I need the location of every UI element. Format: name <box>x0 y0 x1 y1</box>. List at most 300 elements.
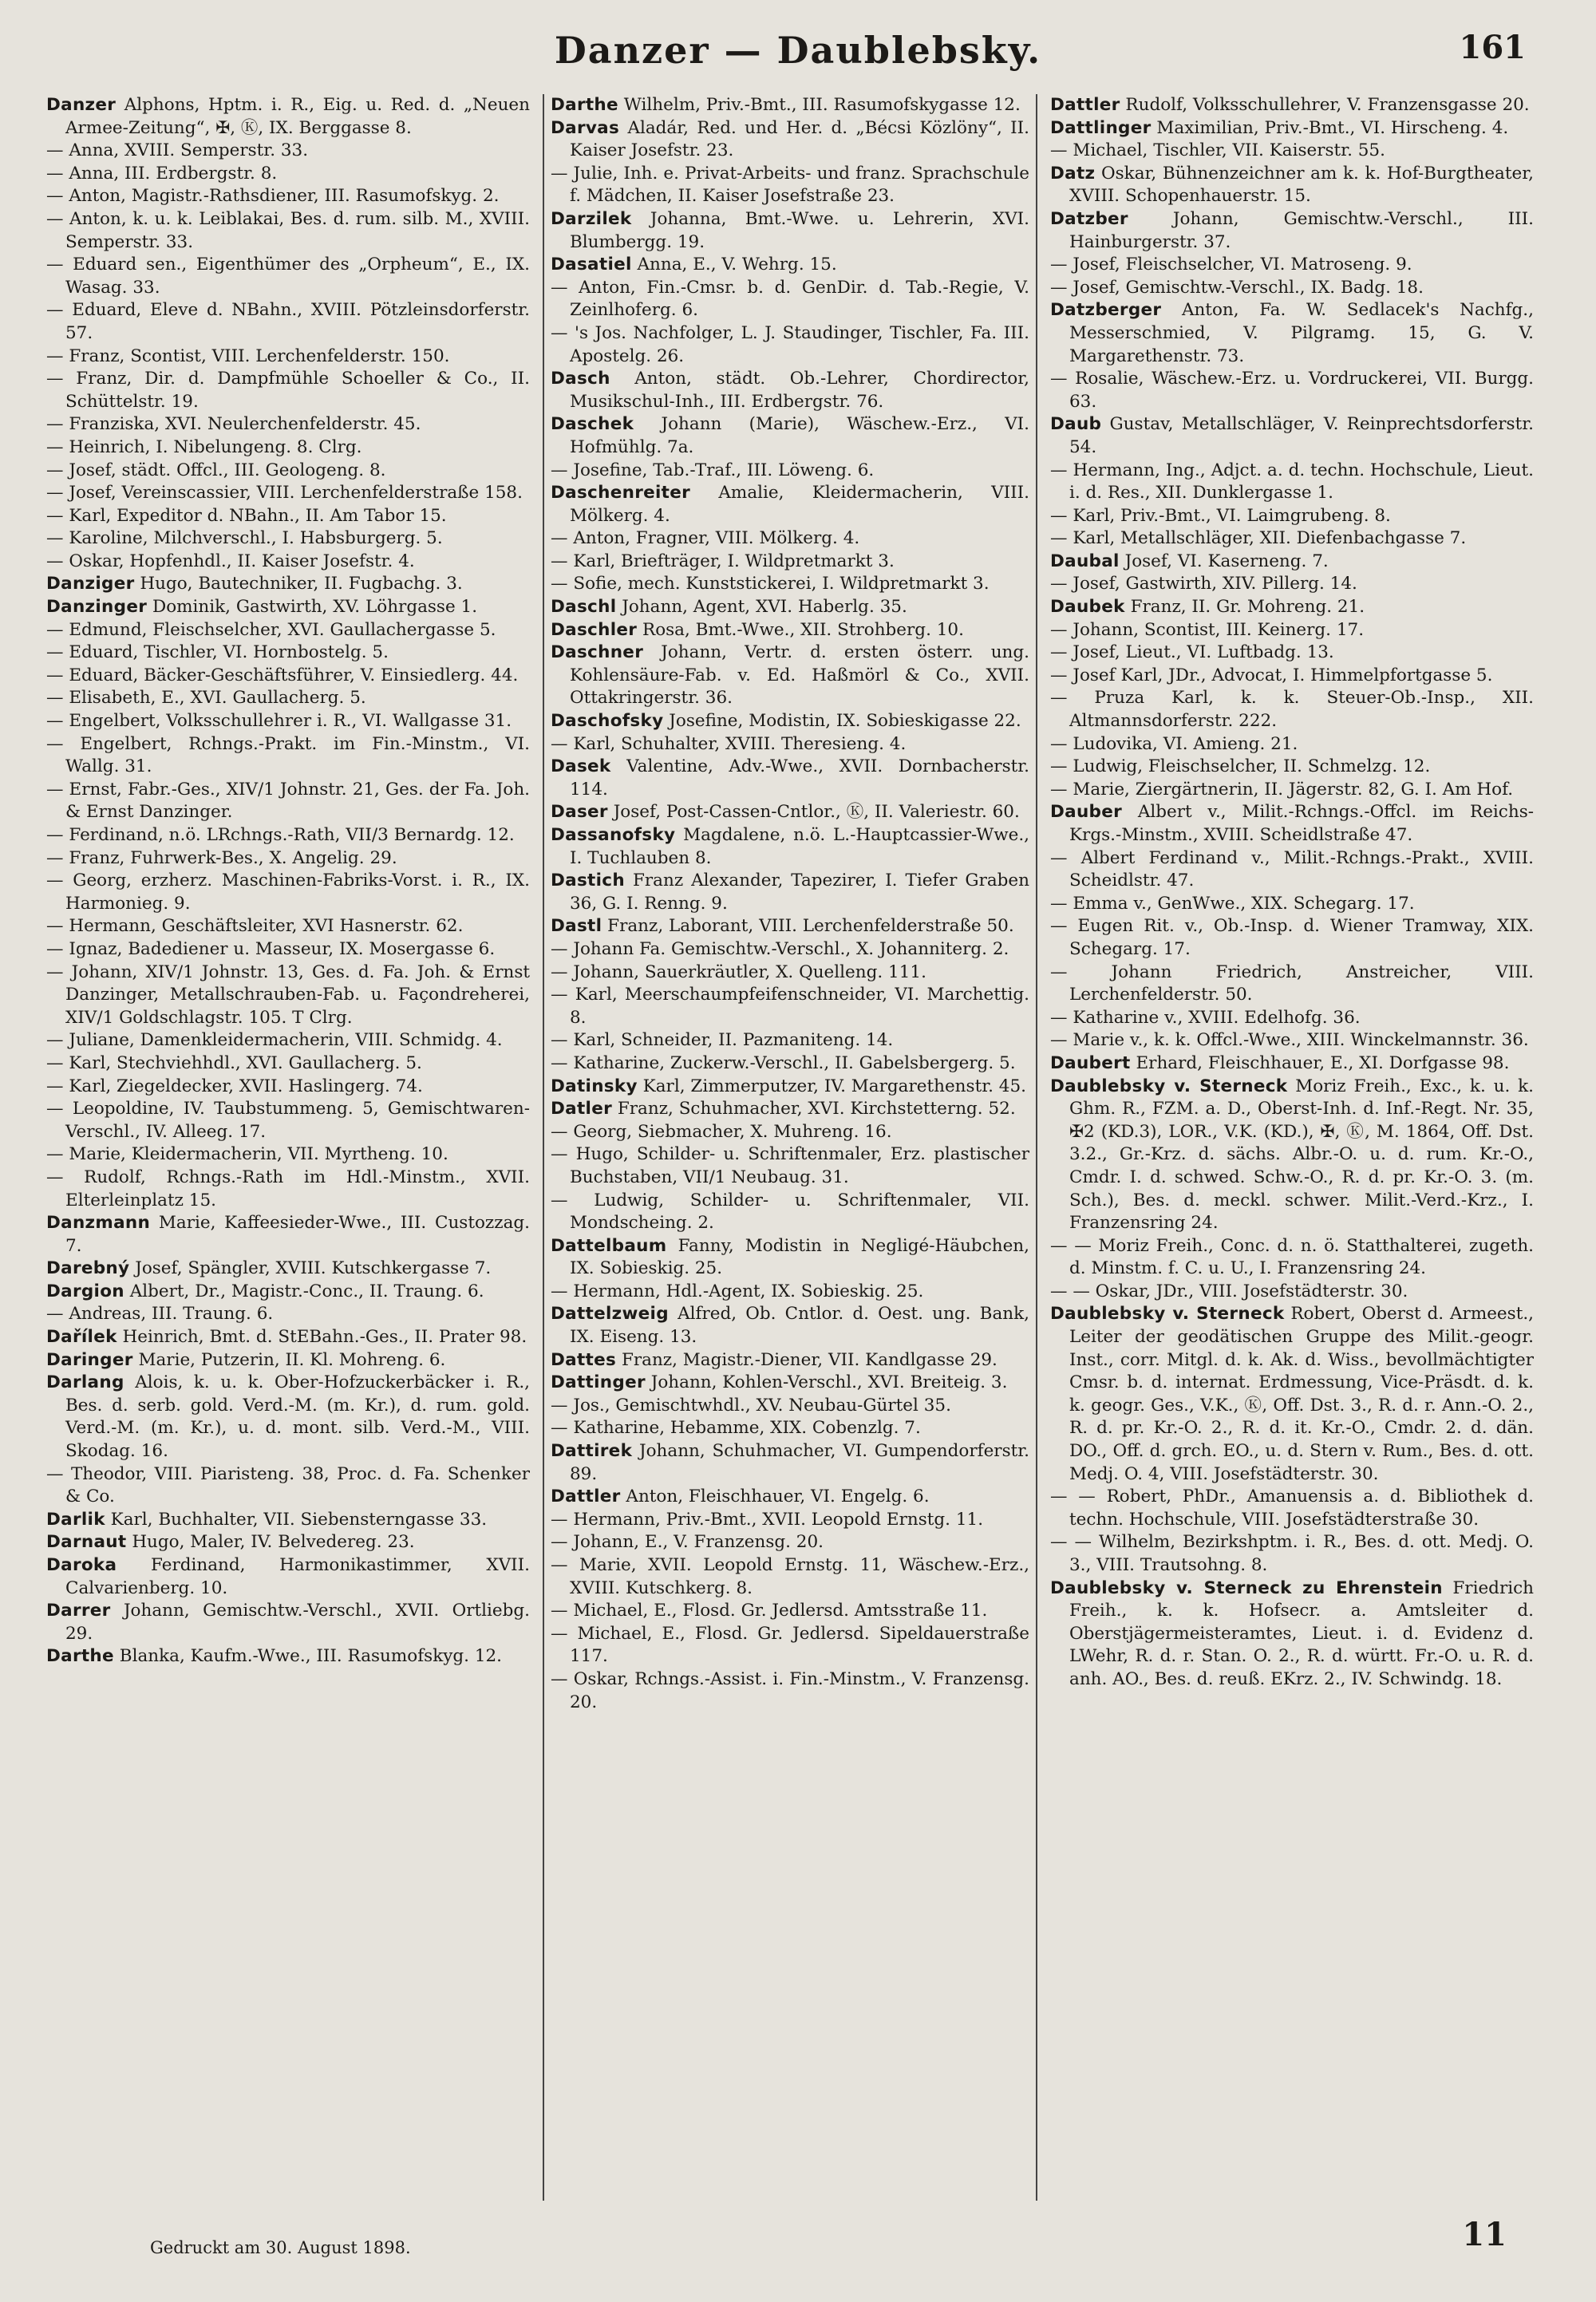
entry-text: — Josef, Fleischselcher, VI. Matroseng. 9. <box>1050 255 1412 275</box>
directory-entry <box>46 482 530 505</box>
entry-surname: Danzinger <box>46 597 148 618</box>
directory-entry <box>551 254 1029 277</box>
entry-text: — Hermann, Hdl.-Agent, IX. Sobieskig. 25. <box>551 1281 924 1301</box>
entry-text: — Engelbert, Rchngs.-Prakt. im Fin.-Minstm., VI. Wallg. 31. <box>46 733 530 777</box>
directory-entry <box>551 801 1029 824</box>
directory-entry <box>1050 1052 1534 1076</box>
directory-entry <box>1050 573 1534 596</box>
entry-text: Amalie, Kleidermacherin, VIII. Mölkerg. 4. <box>570 483 1029 526</box>
entry-text: Albert, Dr., Magistr.-Conc., II. Traung. 6. <box>129 1281 484 1301</box>
directory-entry <box>551 1235 1029 1281</box>
directory-entry <box>551 710 1029 733</box>
entry-text: Johann, Kohlen-Verschl., XVI. Breiteig. 3. <box>650 1372 1008 1393</box>
entry-text: — Sofie, mech. Kunststickerei, I. Wildpretmarkt 3. <box>551 574 990 594</box>
entry-text: Marie, Kaffeesieder-Wwe., III. Custozzag. 7. <box>65 1213 530 1256</box>
directory-entry <box>551 482 1029 527</box>
entry-text: — Anna, III. Erdbergstr. 8. <box>46 163 278 184</box>
entry-surname: Dattelbaum <box>551 1235 667 1256</box>
entry-surname: Dasatiel <box>551 255 632 275</box>
entry-text: — Ludwig, Fleischselcher, II. Schmelzg. 12. <box>1050 756 1431 777</box>
entry-surname: Dattes <box>551 1349 617 1370</box>
entry-surname: Datinsky <box>551 1076 638 1096</box>
directory-entry <box>1050 117 1534 140</box>
entry-surname: Danzer <box>46 95 117 115</box>
entry-text: Blanka, Kaufm.-Wwe., III. Rasumofskyg. 12. <box>119 1646 503 1667</box>
entry-text: — Hermann, Ing., Adjct. a. d. techn. Hochschule, Lieut. i. d. Res., XII. Dunklergasse 1. <box>1050 460 1534 503</box>
entry-text: — Franz, Dir. d. Dampfmühle Schoeller & Co., II. Schüttelstr. 19. <box>46 369 530 412</box>
directory-entry <box>1050 1303 1534 1486</box>
directory-entry <box>551 619 1029 642</box>
entry-text: Alois, k. u. k. Ober-Hofzuckerbäcker i. R., Bes. d. serb. gold. Verd.-M. (m. Kr.), d. rum. gold. Verd.-M. (m. Kr.), u. d. mont. silb. Verd.-M., VIII. Skodag. 16. <box>65 1372 530 1462</box>
entry-surname: Daub <box>1050 414 1102 435</box>
directory-entry <box>46 1463 530 1509</box>
entry-text: — Michael, E., Flosd. Gr. Jedlersd. Amtsstraße 11. <box>551 1601 988 1621</box>
entry-text: Heinrich, Bmt. d. StEBahn.-Ges., II. Prater 98. <box>122 1327 527 1348</box>
directory-entry <box>551 870 1029 915</box>
directory-entry <box>1050 893 1534 916</box>
directory-entry <box>1050 733 1534 756</box>
entry-text: — Emma v., GenWwe., XIX. Schegarg. 17. <box>1050 893 1415 914</box>
directory-entry <box>551 277 1029 322</box>
directory-entry <box>46 505 530 528</box>
directory-entry <box>551 208 1029 254</box>
directory-entry <box>1050 551 1534 574</box>
entry-text: Fanny, Modistin in Negligé-Häubchen, IX. Sobieskig. 25. <box>570 1235 1029 1279</box>
entry-surname: Dattlinger <box>1050 117 1152 138</box>
directory-entry <box>551 1098 1029 1121</box>
entry-surname: Dattler <box>1050 95 1120 115</box>
column-middle <box>543 94 1037 2201</box>
entry-text: — Michael, Tischler, VII. Kaiserstr. 55. <box>1050 140 1385 161</box>
entry-text: — Marie v., k. k. Offcl.-Wwe., XIII. Winckelmannstr. 36. <box>1050 1030 1529 1051</box>
entry-text: Josefine, Modistin, IX. Sobieskigasse 22. <box>669 711 1021 732</box>
directory-entry <box>551 573 1029 596</box>
entry-text: — Rosalie, Wäschew.-Erz. u. Vordruckerei, VII. Burgg. 63. <box>1050 369 1534 412</box>
entry-text: — Karl, Briefträger, I. Wildpretmarkt 3. <box>551 551 895 571</box>
directory-entry <box>46 847 530 871</box>
directory-entry <box>551 1349 1029 1372</box>
entry-text: Franz, Magistr.-Diener, VII. Kandlgasse 29. <box>621 1349 998 1370</box>
directory-entry <box>1050 208 1534 254</box>
directory-entry <box>46 1281 530 1304</box>
entry-text: — Anton, Fin.-Cmsr. b. d. GenDir. d. Tab.-Regie, V. Zeinlhoferg. 6. <box>551 277 1029 321</box>
entry-text: — Johann Friedrich, Anstreicher, VIII. Lerchenfelderstr. 50. <box>1050 961 1534 1005</box>
directory-entry <box>46 1052 530 1076</box>
entry-text: Erhard, Fleischhauer, E., XI. Dorfgasse 98. <box>1136 1052 1510 1073</box>
entry-text: Rosa, Bmt.-Wwe., XII. Strohberg. 10. <box>642 619 964 640</box>
directory-entry <box>551 756 1029 801</box>
directory-entry <box>1050 163 1534 208</box>
directory-entry <box>46 1531 530 1554</box>
entry-text: — Johann, Sauerkräutler, X. Quelleng. 111. <box>551 961 926 982</box>
directory-entry <box>1050 915 1534 961</box>
entry-text: Anton, städt. Ob.-Lehrer, Chordirector, Musikschul-Inh., III. Erdbergstr. 76. <box>570 369 1029 412</box>
entry-text: — Hermann, Geschäftsleiter, XVI Hasnerstr. 62. <box>46 916 464 937</box>
entry-text: Dominik, Gastwirth, XV. Löhrgasse 1. <box>152 597 478 618</box>
entry-text: Josef, Post-Cassen-Cntlor., Ⓚ, II. Valeriestr. 60. <box>613 802 1020 823</box>
directory-entry <box>1050 299 1534 368</box>
directory-entry <box>46 413 530 436</box>
entry-surname: Datzberger <box>1050 300 1162 321</box>
entry-text: — Franz, Fuhrwerk-Bes., X. Angelig. 29. <box>46 847 397 868</box>
directory-entry <box>1050 254 1534 277</box>
directory-entry <box>46 551 530 574</box>
entry-text: — Anna, XVIII. Semperstr. 33. <box>46 140 309 161</box>
entry-text: — Josef, Gastwirth, XIV. Pillerg. 14. <box>1050 574 1357 594</box>
entry-text: Josef, Spängler, XVIII. Kutschkergasse 7. <box>135 1258 492 1279</box>
entry-text: — Josef, Gemischtw.-Verschl., IX. Badg. 18. <box>1050 277 1424 298</box>
entry-text: Rudolf, Volksschullehrer, V. Franzensgasse 20. <box>1125 95 1530 115</box>
entry-text: Albert v., Milit.-Rchngs.-Offcl. im Reichs-Krgs.-Minstm., XVIII. Scheidlstraße 47. <box>1069 802 1534 845</box>
entry-surname: Daubal <box>1050 551 1120 571</box>
directory-entry <box>46 870 530 915</box>
entry-surname: Dattler <box>551 1487 621 1507</box>
entry-surname: Darrer <box>46 1601 111 1621</box>
entry-surname: Darlang <box>46 1372 124 1393</box>
entry-surname: Dauber <box>1050 802 1123 823</box>
entry-text: Johann, Gemischtw.-Verschl., III. Hainburgerstr. 37. <box>1069 208 1534 252</box>
directory-entry <box>46 185 530 208</box>
entry-text: — Ernst, Fabr.-Ges., XIV/1 Johnstr. 21, Ges. der Fa. Joh. & Ernst Danzinger. <box>46 779 530 823</box>
directory-entry <box>551 642 1029 710</box>
directory-entry <box>551 596 1029 619</box>
entry-text: — Oskar, Hopfenhdl., II. Kaiser Josefstr. 4. <box>46 551 415 571</box>
entry-surname: Dargion <box>46 1281 124 1301</box>
directory-entry <box>46 1554 530 1600</box>
directory-entry <box>46 208 530 254</box>
entry-text: — Michael, E., Flosd. Gr. Jedlersd. Sipeldauerstraße 117. <box>551 1623 1029 1667</box>
entry-text: Gustav, Metallschläger, V. Reinprechtsdorferstr. 54. <box>1069 414 1534 457</box>
directory-entry <box>46 733 530 779</box>
entry-surname: Daschner <box>551 642 644 663</box>
directory-entry <box>1050 596 1534 619</box>
entry-text: — Eugen Rit. v., Ob.-Insp. d. Wiener Tramway, XIX. Schegarg. 17. <box>1050 916 1534 959</box>
directory-entry <box>46 345 530 369</box>
entry-surname: Datzber <box>1050 208 1128 229</box>
entry-text: — Engelbert, Volksschullehrer i. R., VI. Wallgasse 31. <box>46 711 512 732</box>
entry-surname: Darnaut <box>46 1532 127 1553</box>
page-footer <box>0 2214 1596 2278</box>
entry-text: Johann, Schuhmacher, VI. Gumpendorferstr. 89. <box>570 1441 1029 1484</box>
entry-text: Wilhelm, Priv.-Bmt., III. Rasumofskygasse 12. <box>623 95 1021 115</box>
entry-text: — Josef Karl, JDr., Advocat, I. Himmelpfortgasse 5. <box>1050 665 1493 685</box>
directory-entry <box>46 299 530 345</box>
entry-surname: Danzmann <box>46 1213 151 1234</box>
directory-entry <box>551 984 1029 1029</box>
entry-text: — Theodor, VIII. Piaristeng. 38, Proc. d. Fa. Schenker & Co. <box>46 1463 530 1507</box>
entry-text: — Katharine, Zuckerw.-Verschl., II. Gabelsbergerg. 5. <box>551 1052 1016 1073</box>
entry-text: Valentine, Adv.-Wwe., XVII. Dornbacherstr. 114. <box>570 756 1029 800</box>
directory-entry <box>1050 1076 1534 1235</box>
entry-surname: Daschl <box>551 597 617 618</box>
entry-text: — Johann, E., V. Franzensg. 20. <box>551 1532 824 1553</box>
directory-entry <box>46 163 530 186</box>
directory-entry <box>46 140 530 163</box>
entry-text: Johanna, Bmt.-Wwe. u. Lehrerin, XVI. Blumbergg. 19. <box>570 208 1029 252</box>
entry-text: — Georg, erzherz. Maschinen-Fabriks-Vorst. i. R., IX. Harmonieg. 9. <box>46 871 530 914</box>
entry-surname: Danziger <box>46 574 135 594</box>
entry-text: — Ludwig, Schilder- u. Schriftenmaler, VII. Mondscheing. 2. <box>551 1190 1029 1234</box>
entry-text: — Ludovika, VI. Amieng. 21. <box>1050 733 1298 754</box>
entry-text: — Karl, Ziegeldecker, XVII. Haslingerg. 74. <box>46 1076 423 1096</box>
directory-entry <box>551 1486 1029 1509</box>
entry-text: Alfred, Ob. Cntlor. d. Oest. ung. Bank, IX. Eiseng. 13. <box>570 1304 1029 1348</box>
entry-surname: Daschler <box>551 619 638 640</box>
directory-entry <box>551 527 1029 551</box>
entry-surname: Daringer <box>46 1349 133 1370</box>
directory-entry <box>46 961 530 1030</box>
entry-surname: Dastl <box>551 916 602 937</box>
directory-entry <box>1050 460 1534 505</box>
entry-text: — Franziska, XVI. Neulerchenfelderstr. 45. <box>46 414 421 435</box>
entry-surname: Daser <box>551 802 608 823</box>
entry-text: Hugo, Bautechniker, II. Fugbachg. 3. <box>140 574 463 594</box>
directory-entry <box>46 710 530 733</box>
entry-surname: Dattelzweig <box>551 1304 669 1325</box>
directory-entry <box>46 1509 530 1532</box>
entry-text: Magdalene, n.ö. L.-Hauptcassier-Wwe., I. Tuchlauben 8. <box>570 825 1029 868</box>
directory-entry <box>46 1326 530 1349</box>
entry-text: Johann, Vertr. d. ersten österr. ung. Kohlensäure-Fab. v. Ed. Haßmörl & Co., XVII. Ottakringerstr. 36. <box>570 642 1029 709</box>
entry-text: — Karoline, Milchverschl., I. Habsburgerg. 5. <box>46 528 443 549</box>
entry-surname: Daubek <box>1050 597 1125 618</box>
entry-text: Robert, Oberst d. Armeest., Leiter der geodätischen Gruppe des Milit.-geogr. Inst., corr. Mitgl. d. k. Ak. d. Wiss., bevollmächtigter Cmsr. b. d. internat. Erdmessung, Vice-Präsdt. d. k. k. geogr. Ges., V.K., Ⓚ, Off. Dst. 3., R. d. r. Ann.-O. 2., R. d. pr. Kr.-O. 2., R. d. it. Kr.-O., Cmdr. 2. d. dän. DO., Off. d. grch. EO., u. d. Stern v. Rum., Bes. d. ott. Medj. O. 4, VIII. Josefstädterstr. 30. <box>1069 1304 1534 1484</box>
column-left <box>46 94 530 2201</box>
sheet-signature: 11 <box>1462 2216 1507 2253</box>
entry-surname: Datler <box>551 1099 612 1119</box>
entry-text: — Eduard, Eleve d. NBahn., XVIII. Pötzleinsdorferstr. 57. <box>46 300 530 343</box>
directory-entry <box>46 460 530 483</box>
entry-text: Anton, Fleischhauer, VI. Engelg. 6. <box>626 1487 930 1507</box>
entry-text: Johann, Gemischtw.-Verschl., XVII. Ortliebg. 29. <box>65 1601 530 1644</box>
directory-entry <box>46 779 530 824</box>
entry-text: Karl, Zimmerputzer, IV. Margarethenstr. 45. <box>642 1076 1026 1096</box>
entry-text: — — Oskar, JDr., VIII. Josefstädterstr. 30. <box>1050 1281 1408 1301</box>
entry-text: — Karl, Stechviehhdl., XVI. Gaullacherg. 5. <box>46 1052 422 1073</box>
directory-entry <box>551 1417 1029 1440</box>
directory-entry <box>551 460 1029 483</box>
entry-surname: Darvas <box>551 117 620 138</box>
entry-surname: Daroka <box>46 1555 117 1575</box>
entry-text: — Katharine v., XVIII. Edelhofg. 36. <box>1050 1007 1361 1028</box>
directory-entry <box>46 619 530 642</box>
entry-text: — Johann, XIV/1 Johnstr. 13, Ges. d. Fa. Joh. & Ernst Danzinger, Metallschrauben-Fab. u. Façondreherei, XIV/1 Goldschlagstr. 105. T Clrg. <box>46 961 530 1028</box>
entry-text: — — Moriz Freih., Conc. d. n. ö. Statthalterei, zugeth. d. Minstm. f. C. u. U., I. Franzensring 24. <box>1050 1235 1534 1279</box>
directory-entry <box>551 915 1029 938</box>
entry-text: Oskar, Bühnenzeichner am k. k. Hof-Burgtheater, XVIII. Schopenhauerstr. 15. <box>1069 163 1534 207</box>
entry-text: — Johann Fa. Gemischtw.-Verschl., X. Johanniterg. 2. <box>551 938 1009 959</box>
entry-text: Friedrich Freih., k. k. Hofsecr. a. Amtsleiter d. Oberstjägermeisteramtes, Lieut. i. d. Evidenz d. LWehr, R. d. r. Stan. O. 2., R. d. württ. Fr.-O. u. R. d. anh. AO., Bes. d. reuß. EKrz. 2., IV. Schwindg. 18. <box>1069 1577 1534 1689</box>
entry-text: Hugo, Maler, IV. Belvedereg. 23. <box>132 1532 415 1553</box>
directory-entry <box>46 436 530 460</box>
directory-entry <box>551 1143 1029 1189</box>
directory-entry <box>46 527 530 551</box>
directory-entry <box>551 413 1029 459</box>
directory-entry <box>46 915 530 938</box>
directory-entry <box>46 1349 530 1372</box>
entry-text: — Edmund, Fleischselcher, XVI. Gaullachergasse 5. <box>46 619 496 640</box>
entry-text: — Anton, Magistr.-Rathsdiener, III. Rasumofskyg. 2. <box>46 186 500 207</box>
entry-text: Franz, II. Gr. Mohreng. 21. <box>1130 597 1365 618</box>
entry-text: — Marie, Kleidermacherin, VII. Myrtheng. 10. <box>46 1144 448 1165</box>
directory-entry <box>551 1052 1029 1076</box>
entry-text: — Georg, Siebmacher, X. Muhreng. 16. <box>551 1121 892 1142</box>
entry-text: — Jos., Gemischtwhdl., XV. Neubau-Gürtel 35. <box>551 1395 951 1416</box>
entry-surname: Daublebsky v. Sterneck <box>1050 1076 1288 1096</box>
directory-entry <box>1050 368 1534 413</box>
directory-entry <box>46 665 530 688</box>
entry-text: — 's Jos. Nachfolger, L. J. Staudinger, Tischler, Fa. III. Apostelg. 26. <box>551 322 1029 366</box>
entry-text: — Eduard sen., Eigenthümer des „Orpheum“, E., IX. Wasag. 33. <box>46 255 530 298</box>
entry-text: Franz, Schuhmacher, XVI. Kirchstetterng. 52. <box>617 1099 1016 1119</box>
entry-surname: Darthe <box>46 1646 114 1667</box>
entry-text: — Karl, Schuhalter, XVIII. Theresieng. 4. <box>551 733 907 754</box>
directory-entry <box>551 1281 1029 1304</box>
entry-surname: Dasch <box>551 369 610 389</box>
entry-text: — Juliane, Damenkleidermacherin, VIII. Schmidg. 4. <box>46 1030 503 1051</box>
directory-entry <box>1050 756 1534 779</box>
entry-text: — Julie, Inh. e. Privat-Arbeits- und franz. Sprachschule f. Mädchen, II. Kaiser Josefstraße 23. <box>551 163 1029 207</box>
entry-text: — Hugo, Schilder- u. Schriftenmaler, Erz. plastischer Buchstaben, VII/1 Neubaug. 31. <box>551 1144 1029 1187</box>
page-number: 161 <box>1459 29 1526 66</box>
entry-text: Josef, VI. Kaserneng. 7. <box>1124 551 1329 571</box>
directory-entry <box>551 551 1029 574</box>
directory-entry <box>551 1190 1029 1235</box>
entry-text: — Andreas, III. Traung. 6. <box>46 1304 274 1325</box>
directory-entry <box>1050 413 1534 459</box>
directory-columns <box>46 94 1534 2201</box>
entry-text: — Albert Ferdinand v., Milit.-Rchngs.-Prakt., XVIII. Scheidlstr. 47. <box>1050 847 1534 891</box>
directory-entry <box>1050 961 1534 1007</box>
directory-entry <box>1050 527 1534 551</box>
entry-text: Johann (Marie), Wäschew.-Erz., VI. Hofmühlg. 7a. <box>570 414 1029 457</box>
directory-entry <box>46 94 530 140</box>
page-header <box>0 22 1596 78</box>
entry-text: — Anton, Fragner, VIII. Mölkerg. 4. <box>551 528 860 549</box>
entry-text: — Josef, Lieut., VI. Luftbadg. 13. <box>1050 642 1334 663</box>
directory-entry <box>1050 801 1534 847</box>
directory-entry <box>46 1258 530 1281</box>
entry-surname: Dasek <box>551 756 611 777</box>
directory-entry <box>1050 140 1534 163</box>
directory-entry <box>551 1372 1029 1395</box>
entry-text: — Oskar, Rchngs.-Assist. i. Fin.-Minstm., V. Franzensg. 20. <box>551 1668 1029 1712</box>
entry-surname: Darzilek <box>551 208 632 229</box>
directory-entry <box>46 1303 530 1326</box>
directory-entry <box>551 1395 1029 1418</box>
print-date: Gedruckt am 30. August 1898. <box>150 2238 411 2257</box>
entry-surname: Darebný <box>46 1258 130 1279</box>
entry-text: — Franz, Scontist, VIII. Lerchenfelderstr. 150. <box>46 345 450 366</box>
directory-entry <box>1050 642 1534 665</box>
entry-surname: Darthe <box>551 95 618 115</box>
directory-entry <box>551 938 1029 961</box>
page-title: Danzer — Daublebsky. <box>554 29 1042 72</box>
entry-text: — Karl, Schneider, II. Pazmaniteng. 14. <box>551 1030 894 1051</box>
directory-entry <box>1050 1577 1534 1692</box>
entry-text: — Heinrich, I. Nibelungeng. 8. Clrg. <box>46 436 362 457</box>
directory-entry <box>1050 1281 1534 1304</box>
entry-surname: Dařílek <box>46 1327 117 1348</box>
directory-entry <box>1050 505 1534 528</box>
directory-entry <box>1050 1531 1534 1577</box>
directory-entry <box>46 1098 530 1143</box>
directory-entry <box>46 254 530 299</box>
directory-entry <box>1050 665 1534 688</box>
entry-surname: Dassanofsky <box>551 825 676 845</box>
directory-entry <box>46 1645 530 1668</box>
directory-entry <box>551 163 1029 208</box>
entry-text: Aladár, Red. und Her. d. „Bécsi Közlöny“, II. Kaiser Josefstr. 23. <box>570 117 1029 161</box>
entry-text: — Josef, Vereinscassier, VIII. Lerchenfelderstraße 158. <box>46 483 523 503</box>
entry-surname: Dastich <box>551 871 625 891</box>
entry-text: — Marie, XVII. Leopold Ernstg. 11, Wäschew.-Erz., XVIII. Kutschkerg. 8. <box>551 1555 1029 1598</box>
directory-entry <box>46 1212 530 1258</box>
entry-text: — — Wilhelm, Bezirkshptm. i. R., Bes. d. ott. Medj. O. 3., VIII. Trautsohng. 8. <box>1050 1532 1534 1575</box>
entry-text: — Hermann, Priv.-Bmt., XVII. Leopold Ernstg. 11. <box>551 1509 984 1530</box>
entry-surname: Daubert <box>1050 1052 1131 1073</box>
entry-text: — Marie, Ziergärtnerin, II. Jägerstr. 82, G. I. Am Hof. <box>1050 779 1514 800</box>
entry-text: Alphons, Hptm. i. R., Eig. u. Red. d. „Neuen Armee-Zeitung“, ✠, Ⓚ, IX. Berggasse 8. <box>65 95 530 138</box>
entry-text: — Josefine, Tab.-Traf., III. Löweng. 6. <box>551 460 875 480</box>
entry-text: Marie, Putzerin, II. Kl. Mohreng. 6. <box>138 1349 446 1370</box>
entry-surname: Daschenreiter <box>551 483 691 503</box>
directory-entry <box>46 573 530 596</box>
directory-entry <box>1050 94 1534 117</box>
directory-entry <box>551 961 1029 985</box>
entry-text: — Karl, Expeditor d. NBahn., II. Am Tabor 15. <box>46 505 447 526</box>
entry-surname: Daublebsky v. Sterneck <box>1050 1304 1285 1325</box>
directory-entry <box>551 1509 1029 1532</box>
entry-text: — — Robert, PhDr., Amanuensis a. d. Bibliothek d. techn. Hochschule, VIII. Josefstädterstraße 30. <box>1050 1487 1534 1530</box>
directory-entry <box>46 368 530 413</box>
entry-text: — Eduard, Tischler, VI. Hornbostelg. 5. <box>46 642 389 663</box>
directory-entry <box>46 938 530 961</box>
entry-text: Moriz Freih., Exc., k. u. k. Ghm. R., FZM. a. D., Oberst-Inh. d. Inf.-Regt. Nr. 35, ✠2 (KD.3), LOR., V.K. (KD.), ✠, Ⓚ, M. 1864, Off. Dst. 3.2., Gr.-Krz. d. sächs. Albr.-O. u. d. rum. Kr.-O., Cmdr. I. d. schwed. Schw.-O., R. d. pr. Kr.-O. 3. (m. Sch.), Bes. d. meckl. schwer. Milit.-Verd.-Krz., I. Franzensring 24. <box>1069 1076 1534 1234</box>
entry-text: Franz Alexander, Tapezirer, I. Tiefer Graben 36, G. I. Renng. 9. <box>570 871 1029 914</box>
entry-surname: Datz <box>1050 163 1096 184</box>
entry-surname: Daschofsky <box>551 711 664 732</box>
entry-text: Anna, E., V. Wehrg. 15. <box>637 255 837 275</box>
directory-entry <box>46 1076 530 1099</box>
directory-entry <box>1050 687 1534 732</box>
directory-entry <box>551 1440 1029 1486</box>
entry-text: — Johann, Scontist, III. Keinerg. 17. <box>1050 619 1365 640</box>
directory-entry <box>1050 1029 1534 1052</box>
directory-entry <box>1050 779 1534 802</box>
directory-entry <box>551 1121 1029 1144</box>
directory-entry <box>1050 847 1534 893</box>
entry-surname: Dattirek <box>551 1441 633 1462</box>
entry-text: Ferdinand, Harmonikastimmer, XVII. Calvarienberg. 10. <box>65 1555 530 1598</box>
entry-text: — Karl, Priv.-Bmt., VI. Laimgrubeng. 8. <box>1050 505 1391 526</box>
directory-entry <box>551 1531 1029 1554</box>
directory-entry <box>46 1143 530 1167</box>
entry-text: — Karl, Meerschaumpfeifenschneider, VI. Marchettig. 8. <box>551 985 1029 1028</box>
directory-entry <box>551 1668 1029 1714</box>
directory-entry <box>46 596 530 619</box>
directory-entry <box>551 94 1029 117</box>
directory-entry <box>551 1623 1029 1668</box>
directory-entry <box>46 1029 530 1052</box>
entry-text: — Pruza Karl, k. k. Steuer-Ob.-Insp., XII. Altmannsdorferstr. 222. <box>1050 688 1534 732</box>
entry-text: — Ferdinand, n.ö. LRchngs.-Rath, VII/3 Bernardg. 12. <box>46 825 515 845</box>
directory-entry <box>46 687 530 710</box>
directory-entry <box>551 1076 1029 1099</box>
directory-entry <box>551 117 1029 163</box>
entry-text: — Elisabeth, E., XVI. Gaullacherg. 5. <box>46 688 366 709</box>
directory-entry <box>551 1029 1029 1052</box>
